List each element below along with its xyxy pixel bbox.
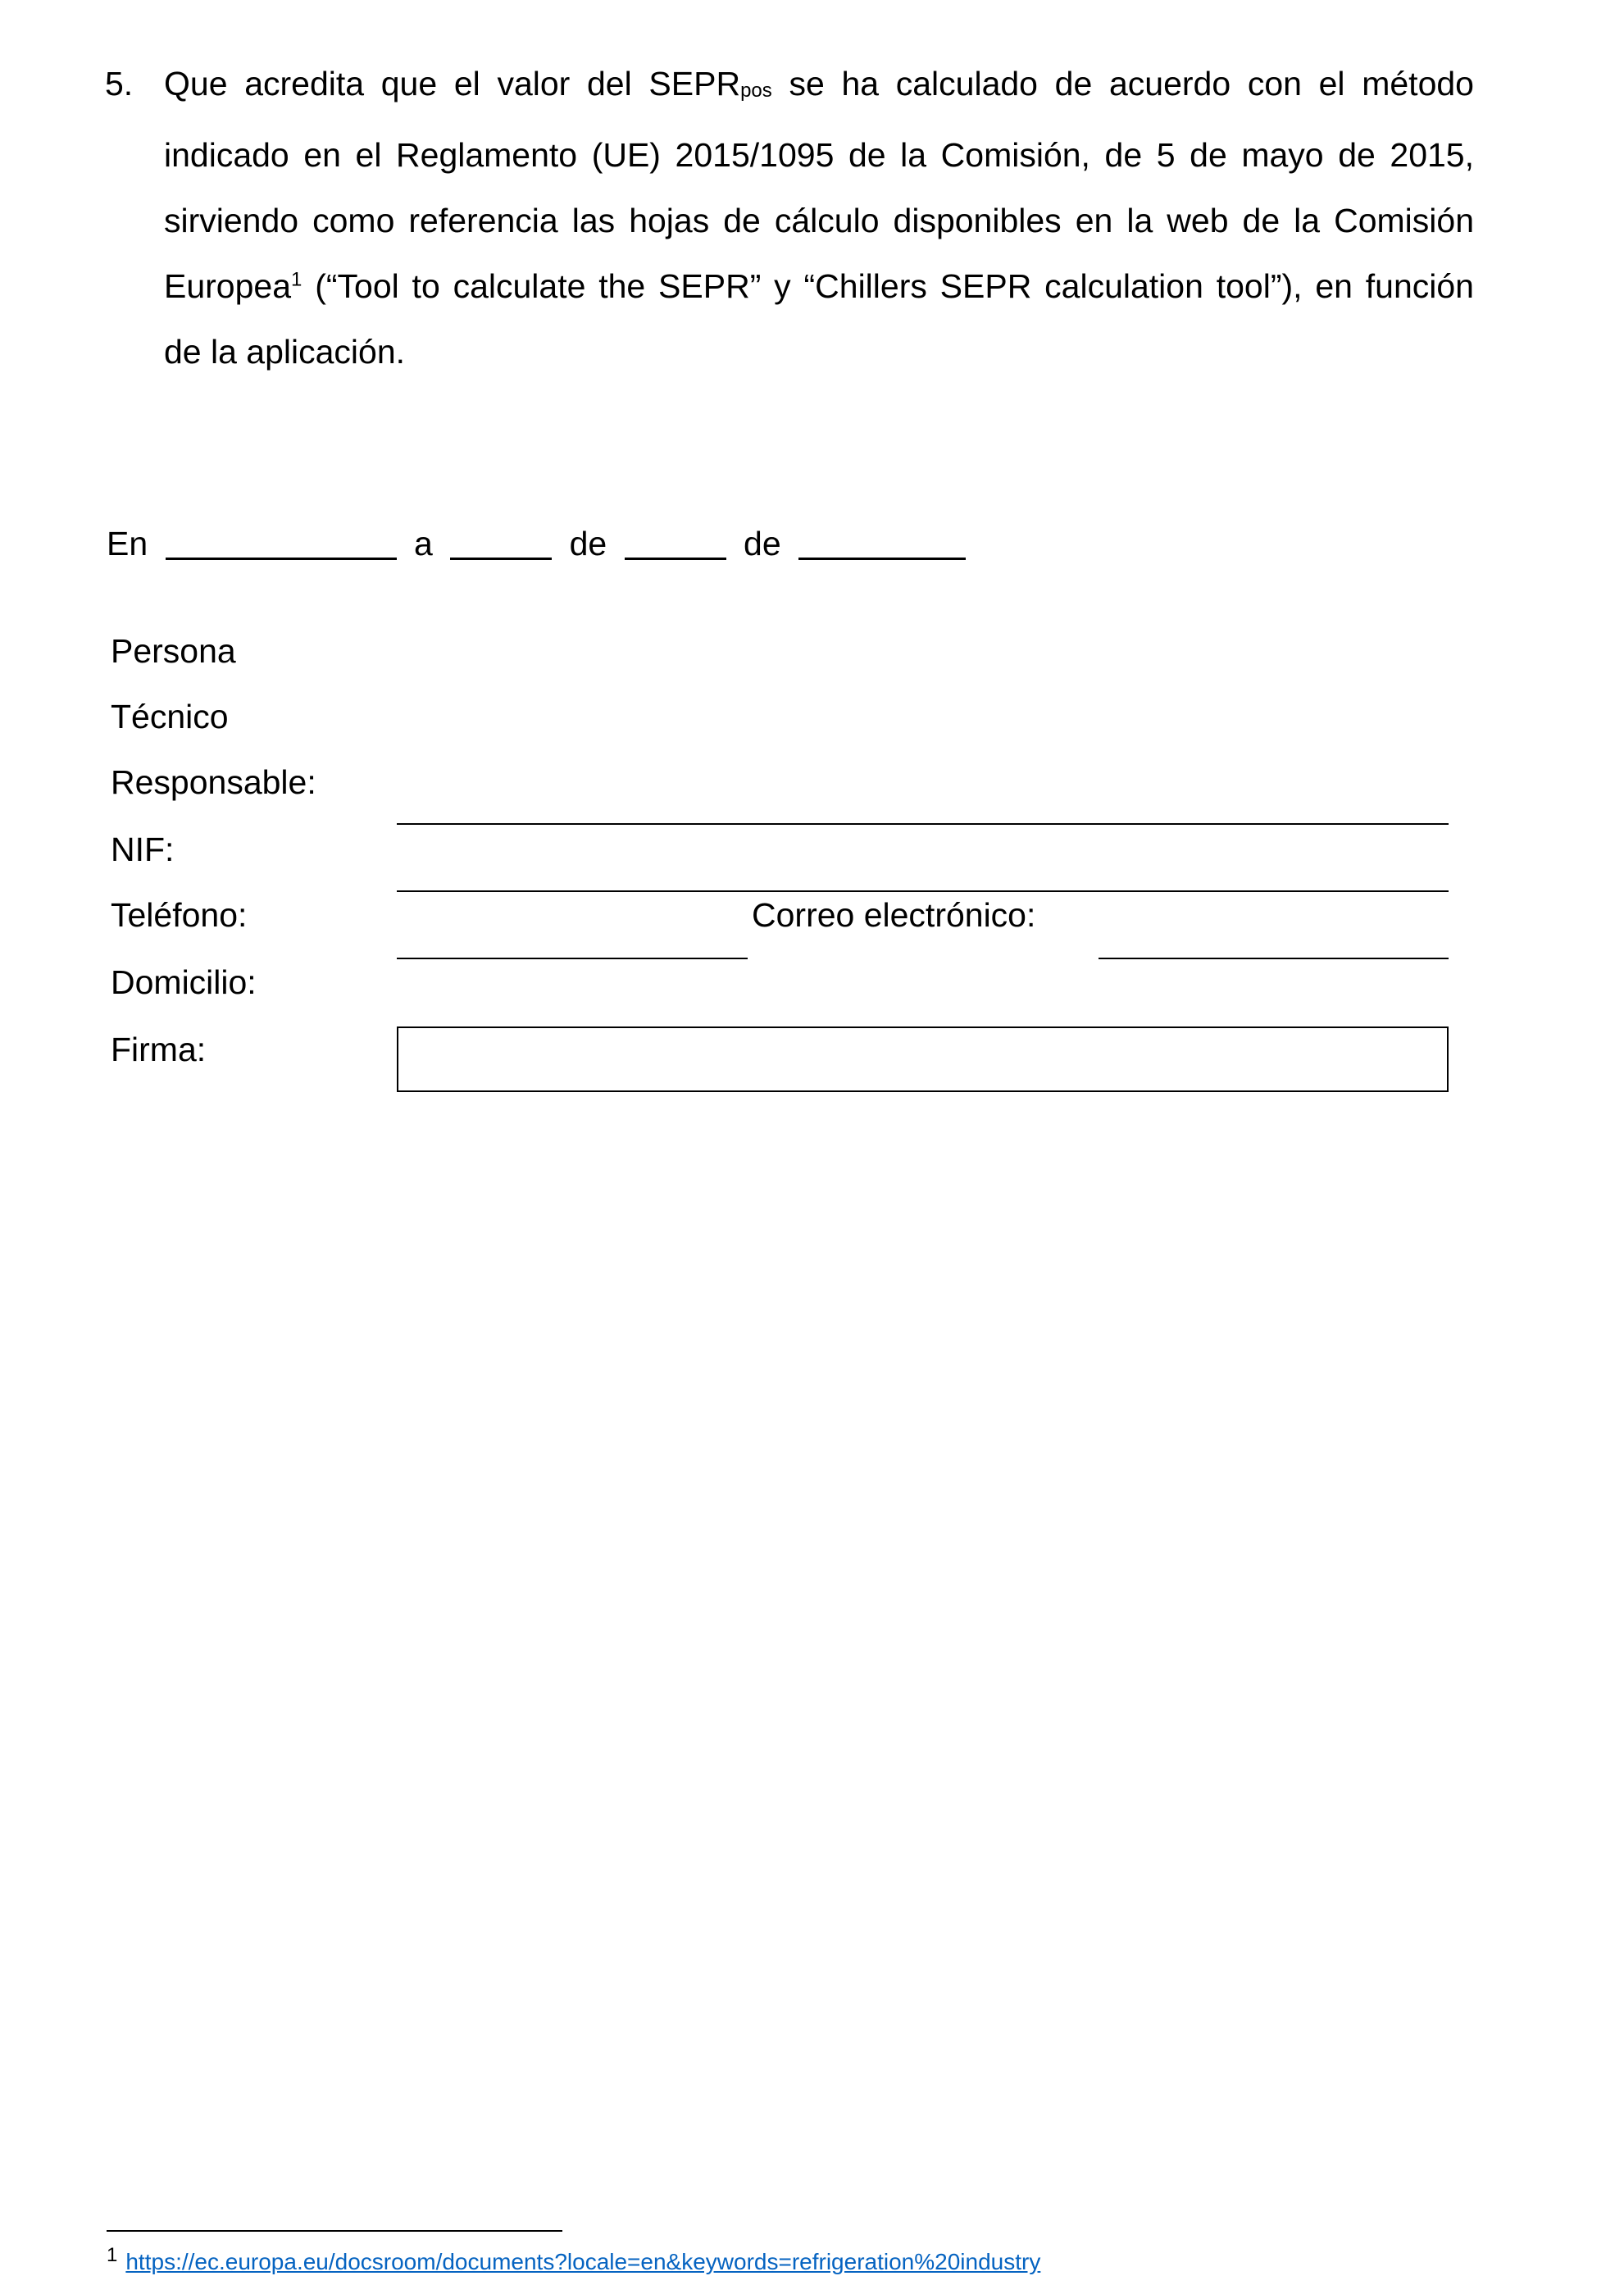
date-a-label: a — [413, 525, 433, 562]
nif-label: NIF: — [111, 831, 175, 868]
footnote-mark: 1 — [107, 2243, 118, 2266]
tecnico-label: Técnico — [111, 698, 229, 735]
item-number: 5. — [105, 65, 134, 102]
item-text-end: (“Tool to calculate the SEPR” y “Chillers SEPR calculation tool”), en función de la aplicación. — [164, 267, 1474, 371]
date-line — [107, 517, 974, 568]
telefono-field[interactable] — [397, 958, 748, 959]
firma-label: Firma: — [111, 1031, 207, 1068]
item-text-start: Que acredita que el valor del SEPR — [164, 65, 741, 102]
item-text — [164, 51, 1474, 385]
signature-box[interactable] — [397, 1026, 1449, 1092]
date-en-label: En — [107, 525, 148, 562]
sepr-subscript: pos — [740, 80, 772, 102]
correo-label: Correo electrónico: — [752, 896, 1036, 934]
year-blank[interactable] — [798, 521, 966, 560]
persona-label: Persona — [111, 632, 236, 670]
date-de-label-2: de — [744, 525, 781, 562]
date-de-label-1: de — [569, 525, 607, 562]
place-blank[interactable] — [166, 521, 397, 560]
day-blank[interactable] — [450, 521, 552, 560]
footnote-link[interactable]: https://ec.europa.eu/docsroom/documents?locale=en&keywords=refrigeration%20industry — [125, 2249, 1041, 2274]
item-text-middle: se ha calculado de acuerdo con el método indicado en el Reglamento (UE) 2015/1095 de la Comisión, de 5 de mayo de 2015, sirviendo como referencia las hojas de cálculo disponibles en la web de la Comisión Europea — [164, 65, 1474, 305]
domicilio-label: Domicilio: — [111, 963, 257, 1001]
telefono-label: Teléfono: — [111, 896, 248, 934]
correo-field[interactable] — [1099, 958, 1449, 959]
responsable-label: Responsable: — [111, 763, 316, 801]
responsable-field[interactable] — [397, 823, 1449, 825]
footnote — [107, 2243, 1041, 2276]
footnote-reference: 1 — [291, 268, 303, 291]
month-blank[interactable] — [625, 521, 726, 560]
footnote-separator — [107, 2230, 562, 2232]
